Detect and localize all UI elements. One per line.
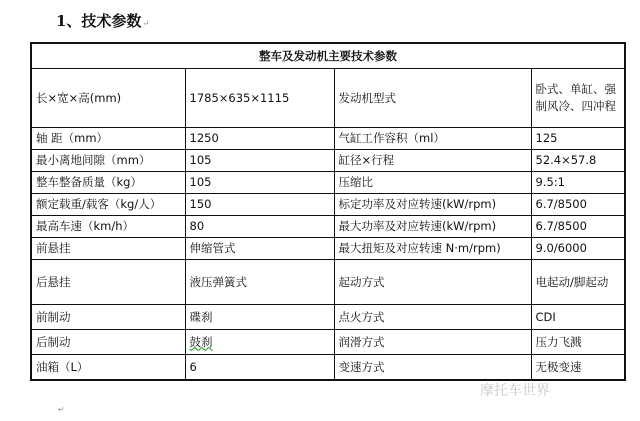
engine-param-name: 润滑方式 <box>334 330 531 355</box>
param-name: 整车整备质量（kg） <box>31 172 185 194</box>
param-name: 最小离地间隙（mm） <box>31 150 185 172</box>
param-value: 液压弹簧式 <box>185 260 334 305</box>
table-row <box>31 260 625 305</box>
engine-param-value: CDI <box>531 305 625 330</box>
param-name: 后制动 <box>31 330 185 355</box>
spec-table <box>30 42 626 381</box>
engine-param-value: 电起动/脚起动 <box>531 260 625 305</box>
param-value: 80 <box>185 216 334 238</box>
param-name: 油箱（L） <box>31 355 185 381</box>
engine-param-value: 6.7/8500 <box>531 194 625 216</box>
table-row <box>31 128 625 150</box>
engine-param-name: 缸径×行程 <box>334 150 531 172</box>
engine-param-name: 起动方式 <box>334 260 531 305</box>
engine-param-value: 52.4×57.8 <box>531 150 625 172</box>
param-value: 1785×635×1115 <box>185 69 334 128</box>
engine-param-value: 卧式、单缸、强制风冷、四冲程 <box>531 69 625 128</box>
engine-param-name: 发动机型式 <box>334 69 531 128</box>
section-heading: 1、技术参数↵ <box>56 12 150 30</box>
table-row <box>31 69 625 128</box>
engine-param-name: 最大功率及对应转速(kW/rpm) <box>334 216 531 238</box>
watermark: 摩托车世界 <box>480 383 550 399</box>
table-row <box>31 172 625 194</box>
param-value: 150 <box>185 194 334 216</box>
engine-param-name: 标定功率及对应转速(kW/rpm) <box>334 194 531 216</box>
param-name: 轴 距（mm） <box>31 128 185 150</box>
table-row <box>31 216 625 238</box>
table-row <box>31 150 625 172</box>
param-name: 前悬挂 <box>31 238 185 260</box>
engine-param-value: 9.5:1 <box>531 172 625 194</box>
engine-param-name: 气缸工作容积（ml） <box>334 128 531 150</box>
engine-param-value: 125 <box>531 128 625 150</box>
engine-param-name: 变速方式 <box>334 355 531 381</box>
engine-param-value: 6.7/8500 <box>531 216 625 238</box>
param-value: 碟刹 <box>185 305 334 330</box>
engine-param-name: 最大扭矩及对应转速 N·m/rpm) <box>334 238 531 260</box>
engine-param-name: 压缩比 <box>334 172 531 194</box>
param-name: 额定载重/载客（kg/人） <box>31 194 185 216</box>
param-name: 长×宽×高(mm) <box>31 69 185 128</box>
table-row <box>31 305 625 330</box>
table-row <box>31 355 625 381</box>
param-value: 105 <box>185 172 334 194</box>
table-title: 整车及发动机主要技术参数 <box>31 43 625 69</box>
param-value: 1250 <box>185 128 334 150</box>
engine-param-value: 压力飞溅 <box>531 330 625 355</box>
param-value: 鼓刹 <box>185 330 334 355</box>
engine-param-name: 点火方式 <box>334 305 531 330</box>
table-row <box>31 194 625 216</box>
paragraph-mark: ↵ <box>58 405 65 414</box>
param-value: 105 <box>185 150 334 172</box>
table-row <box>31 330 625 355</box>
table-row <box>31 238 625 260</box>
engine-param-value: 无极变速 <box>531 355 625 381</box>
param-name: 最高车速（km/h） <box>31 216 185 238</box>
param-value: 6 <box>185 355 334 381</box>
param-value: 伸缩管式 <box>185 238 334 260</box>
param-name: 前制动 <box>31 305 185 330</box>
engine-param-value: 9.0/6000 <box>531 238 625 260</box>
param-name: 后悬挂 <box>31 260 185 305</box>
